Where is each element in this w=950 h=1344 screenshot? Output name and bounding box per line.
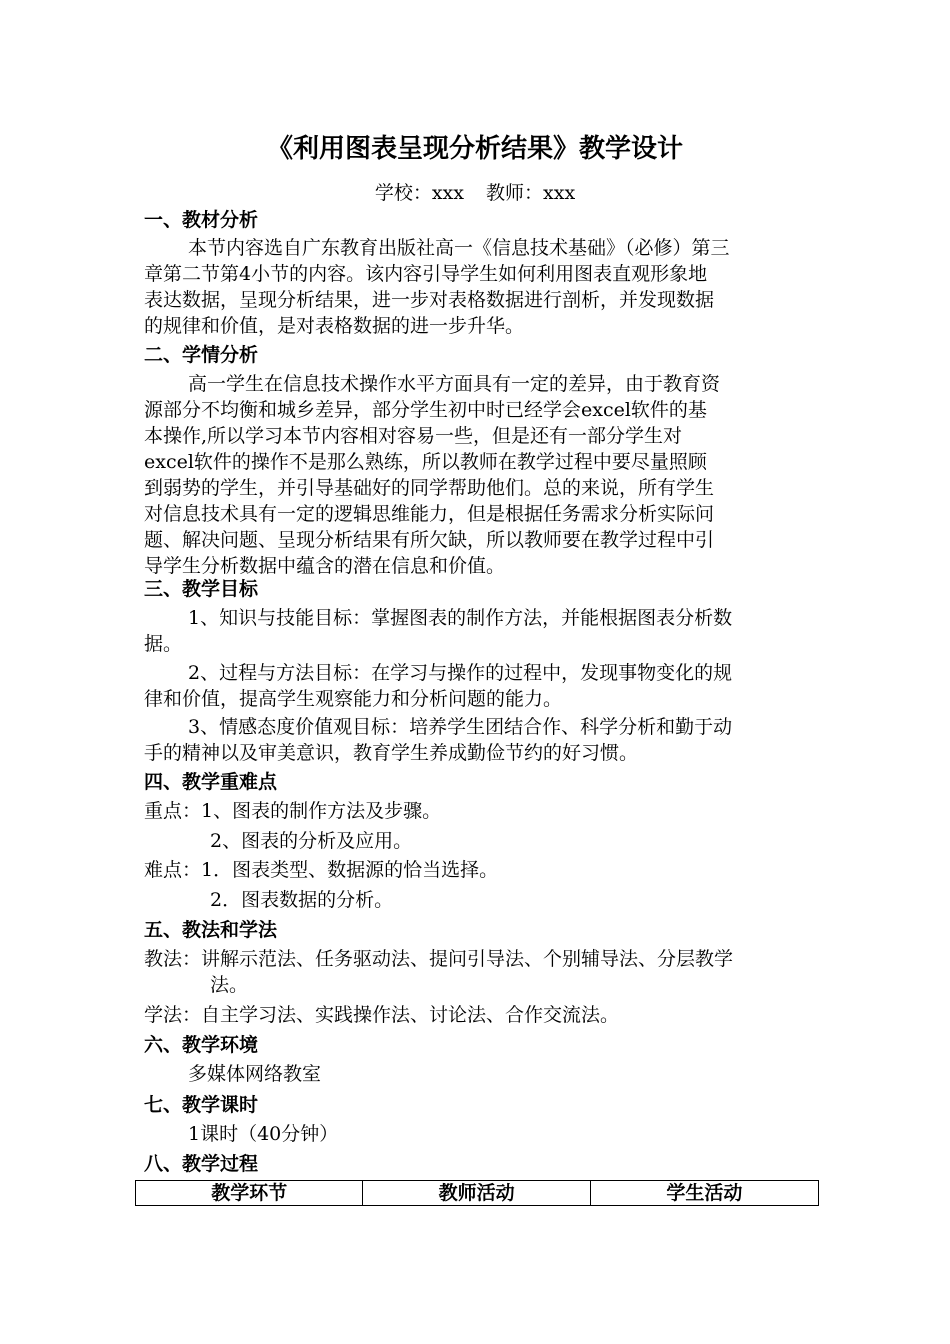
paragraph-line: 对信息技术具有一定的逻辑思维能力，但是根据任务需求分析实际问 bbox=[144, 503, 715, 525]
table-header-row bbox=[136, 1181, 819, 1206]
process-table bbox=[135, 1180, 819, 1206]
paragraph-line: 本节内容选自广东教育出版社高一《信息技术基础》（必修）第三 bbox=[188, 237, 730, 259]
document-title: 《利用图表呈现分析结果》教学设计 bbox=[266, 134, 683, 164]
goal-1 bbox=[144, 605, 809, 657]
paragraph-line: 章第二节第4小节的内容。该内容引导学生如何利用图表直观形象地 bbox=[144, 263, 708, 285]
paragraph-line: excel软件的操作不是那么熟练，所以教师在教学过程中要尽量照顾 bbox=[144, 451, 707, 473]
section-body-1 bbox=[144, 235, 809, 339]
paragraph-line: 1、知识与技能目标：掌握图表的制作方法，并能根据图表分析数 bbox=[188, 607, 733, 629]
section-heading-5: 五、教法和学法 bbox=[144, 919, 278, 941]
goal-3 bbox=[144, 714, 809, 766]
paragraph-line: 手的精神以及审美意识，教育学生养成勤俭节约的好习惯。 bbox=[144, 742, 639, 764]
environment-text: 多媒体网络教室 bbox=[188, 1063, 322, 1085]
section-heading-8: 八、教学过程 bbox=[144, 1153, 259, 1175]
author-line bbox=[0, 180, 950, 206]
key-point-1: 重点：1、图表的制作方法及步骤。 bbox=[144, 800, 442, 822]
paragraph-line: 3、情感态度价值观目标：培养学生团结合作、科学分析和勤于动 bbox=[188, 716, 733, 738]
section-heading-4: 四、教学重难点 bbox=[144, 771, 278, 793]
section-heading-1: 一、教材分析 bbox=[144, 209, 259, 231]
paragraph-line: 的规律和价值，是对表格数据的进一步升华。 bbox=[144, 315, 525, 337]
goal-2 bbox=[144, 660, 809, 712]
section-heading-3: 三、教学目标 bbox=[144, 578, 259, 600]
paragraph-line: 源部分不均衡和城乡差异，部分学生初中时已经学会excel软件的基 bbox=[144, 399, 707, 421]
section-body-2 bbox=[144, 371, 809, 579]
teaching-method bbox=[144, 946, 809, 998]
table-header-cell: 教学环节 bbox=[136, 1181, 363, 1206]
section-heading-7: 七、教学课时 bbox=[144, 1094, 259, 1116]
key-point-2: 2、图表的分析及应用。 bbox=[210, 830, 413, 852]
teacher-label: 教师：xxx bbox=[486, 182, 576, 204]
paragraph-line: 法。 bbox=[210, 974, 249, 996]
difficulty-1: 难点：1．图表类型、数据源的恰当选择。 bbox=[144, 859, 499, 881]
paragraph-line: 本操作,所以学习本节内容相对容易一些，但是还有一部分学生对 bbox=[144, 425, 683, 447]
paragraph-line: 律和价值，提高学生观察能力和分析问题的能力。 bbox=[144, 688, 563, 710]
paragraph-line: 导学生分析数据中蕴含的潜在信息和价值。 bbox=[144, 555, 506, 577]
section-heading-6: 六、教学环境 bbox=[144, 1034, 259, 1056]
lesson-hours-text: 1课时（40分钟） bbox=[188, 1123, 339, 1145]
learning-method: 学法：自主学习法、实践操作法、讨论法、合作交流法。 bbox=[144, 1004, 620, 1026]
difficulty-2: 2．图表数据的分析。 bbox=[210, 889, 394, 911]
school-label: 学校：xxx bbox=[374, 182, 464, 204]
paragraph-line: 高一学生在信息技术操作水平方面具有一定的差异，由于教育资 bbox=[188, 373, 721, 395]
paragraph-line: 教法：讲解示范法、任务驱动法、提问引导法、个别辅导法、分层教学 bbox=[144, 948, 734, 970]
paragraph-line: 表达数据，呈现分析结果，进一步对表格数据进行剖析，并发现数据 bbox=[144, 289, 715, 311]
paragraph-line: 据。 bbox=[144, 633, 183, 655]
table-header-cell: 教师活动 bbox=[363, 1181, 590, 1206]
section-heading-2: 二、学情分析 bbox=[144, 344, 259, 366]
table-header-cell: 学生活动 bbox=[590, 1181, 818, 1206]
paragraph-line: 2、过程与方法目标：在学习与操作的过程中，发现事物变化的规 bbox=[188, 662, 733, 684]
paragraph-line: 题、解决问题、呈现分析结果有所欠缺，所以教师要在教学过程中引 bbox=[144, 529, 715, 551]
paragraph-line: 到弱势的学生，并引导基础好的同学帮助他们。总的来说，所有学生 bbox=[144, 477, 715, 499]
